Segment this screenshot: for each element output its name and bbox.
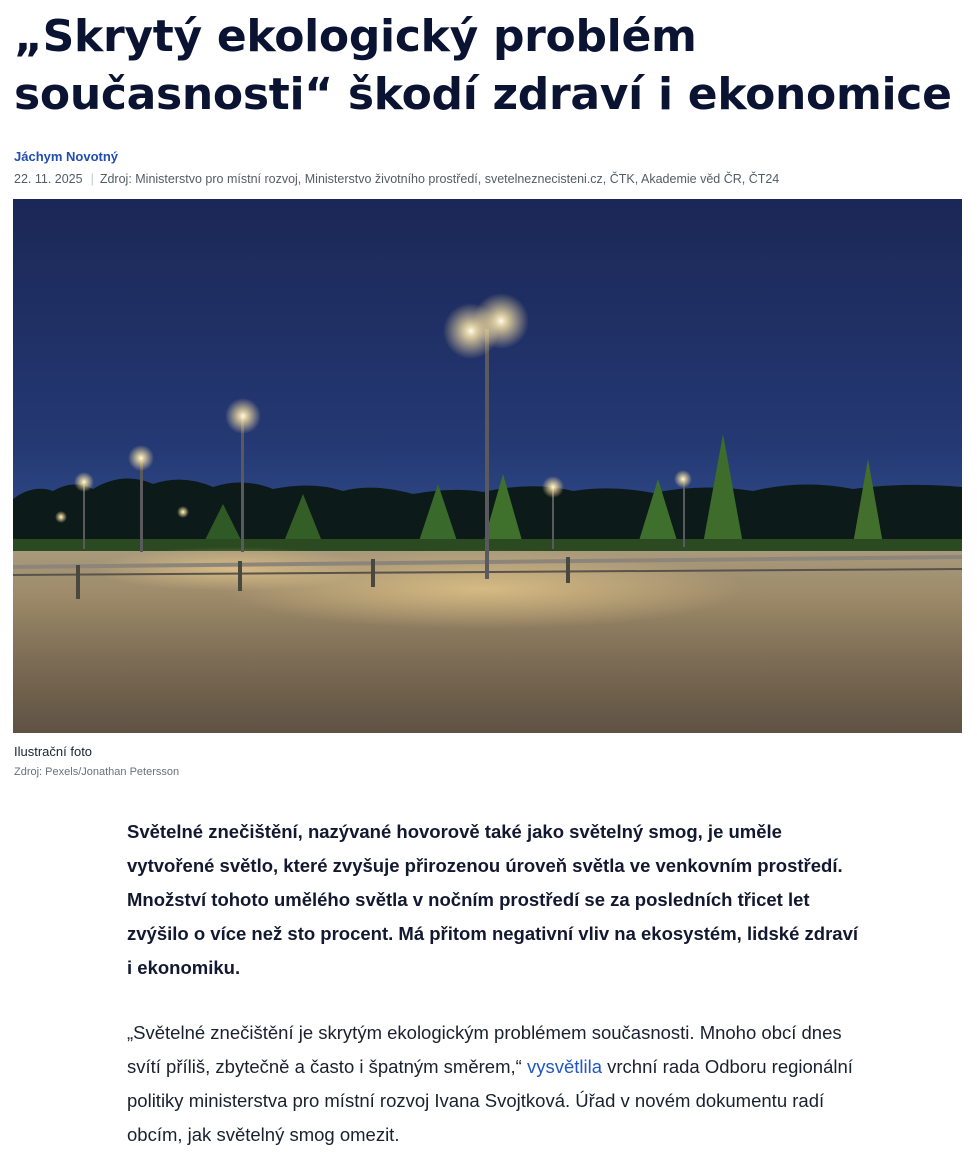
article-photo bbox=[13, 199, 962, 733]
explained-link[interactable]: vysvětlila bbox=[526, 1056, 602, 1077]
photo-caption: Ilustrační foto bbox=[14, 744, 93, 759]
publish-date: 22. 11. 2025 bbox=[14, 172, 83, 186]
photo-credit: Zdroj: Pexels/Jonathan Petersson bbox=[14, 766, 180, 778]
article-lead: Světelné znečištění, nazývané hovorově také jako světelný smog, je uměle vytvořené světlo, které zvyšuje přirozenou úroveň světla ve venkovním prostředí. Množství tohoto umělého světla v nočním prostředí se za posledních třicet let zvýšilo o více než sto procent. Má přitom negativní vliv na ekosystém, lidské zdraví i ekonomiku. bbox=[127, 821, 858, 978]
article-title: „Skrytý ekologický problém současnosti“ škodí zdraví i ekonomice bbox=[14, 11, 952, 120]
paragraph-text-after-link: vrchní rada Odboru regionální politiky ministerstva pro místní rozvoj Ivana Svojtková. Úřad v novém dokumentu radí obcím, jak světelný smog omezit. bbox=[127, 1056, 853, 1145]
meta-separator: | bbox=[90, 172, 94, 186]
article-sources: Zdroj: Ministerstvo pro místní rozvoj, Ministerstvo životního prostředí, svetelneznecisteni.cz, ČTK, Akademie věd ČR, ČT24 bbox=[99, 172, 780, 186]
author-link[interactable]: Jáchym Novotný bbox=[14, 149, 119, 164]
article-paragraph bbox=[127, 1016, 867, 1152]
paragraph-text-before-link: „Světelné znečištění je skrytým ekologickým problémem současnosti. Mnoho obcí dnes svítí příliš, zbytečně a často i špatným směrem,“ bbox=[127, 1022, 842, 1077]
article-meta bbox=[14, 172, 779, 186]
